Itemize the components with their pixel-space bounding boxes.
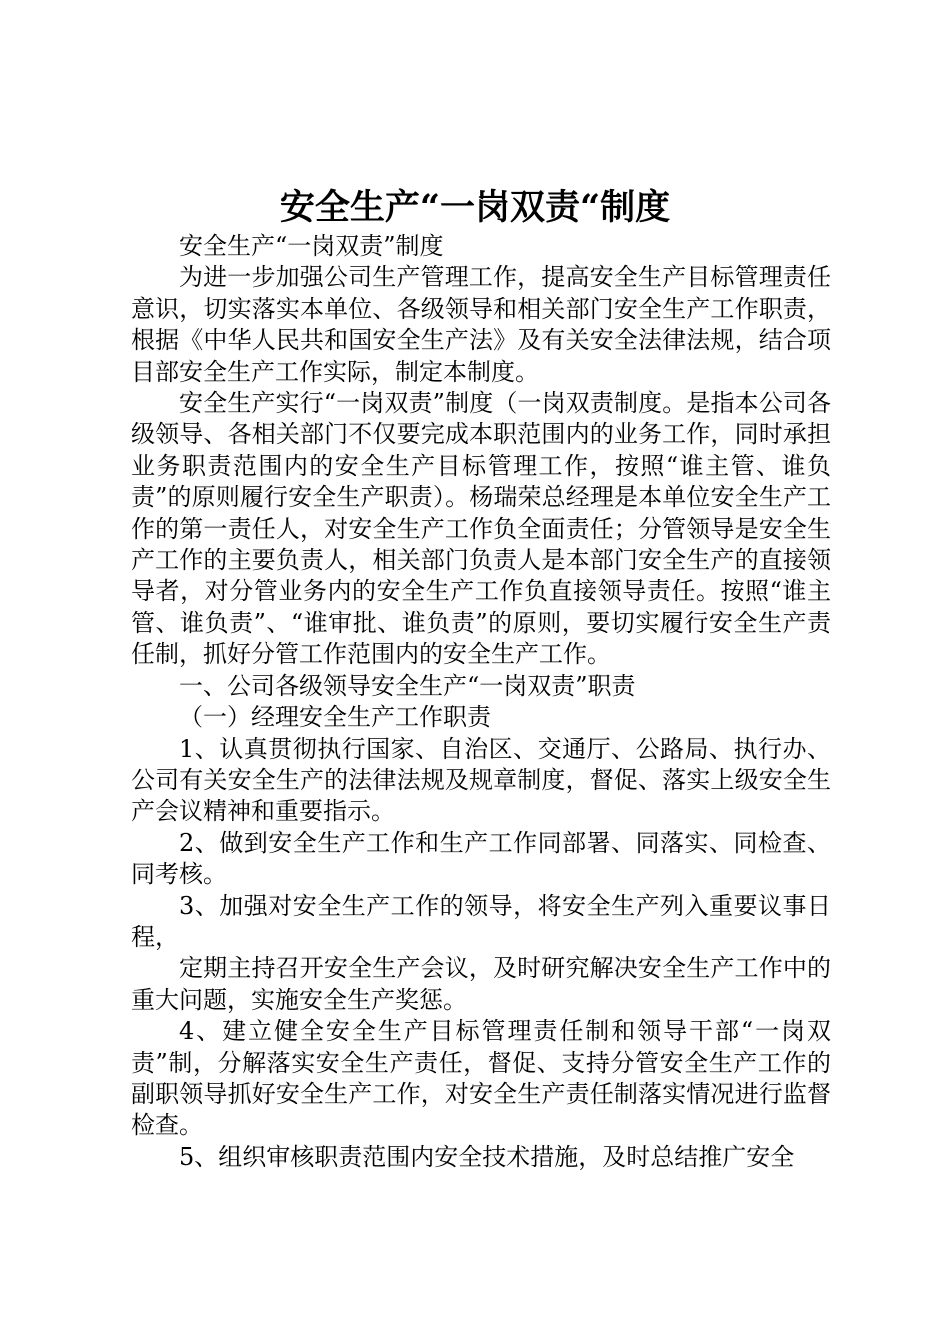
list-item-4: 4、建立健全安全生产目标管理责任制和领导干部“一岗双责”制，分解落实安全生产责任，督促、支持分管安全生产工作的副职领导抓好安全生产工作，对安全生产责任制落实情况进行监督检查。	[131, 1017, 831, 1140]
list-item-3-continued: 定期主持召开安全生产会议，及时研究解决安全生产工作中的重大问题，实施安全生产奖惩。	[131, 954, 831, 1014]
list-item-3: 3、加强对安全生产工作的领导，将安全生产列入重要议事日程，	[131, 891, 831, 951]
document-body	[131, 231, 831, 1173]
subsection-heading-1: （一）经理安全生产工作职责	[179, 703, 491, 732]
paragraph-system-definition: 安全生产实行“一岗双责”制度（一岗双责制度。是指本公司各级领导、各相关部门不仅要完成本职范围内的业务工作，同时承担业务职责范围内的安全生产目标管理工作，按照“谁主管、谁负责”的原则履行安全生产职责）。杨瑞荣总经理是本单位安全生产工作的第一责任人，对安全生产工作负全面责任；分管领导是安全生产工作的主要负责人，相关部门负责人是本部门安全生产的直接领导者，对分管业务内的安全生产工作负直接领导责任。按照“谁主管、谁负责”、“谁审批、谁负责”的原则，要切实履行安全生产责任制，抓好分管工作范围内的安全生产工作。	[131, 389, 831, 669]
list-item-5: 5、组织审核职责范围内安全技术措施，及时总结推广安全	[179, 1142, 795, 1171]
list-item-2: 2、做到安全生产工作和生产工作同部署、同落实、同检查、同考核。	[131, 828, 831, 889]
paragraph-intro: 为进一步加强公司生产管理工作，提高安全生产目标管理责任意识，切实落实本单位、各级领导和相关部门安全生产工作职责，根据《中华人民共和国安全生产法》及有关安全法律法规，结合项目部安全生产工作实际，制定本制度。	[131, 263, 831, 386]
list-item-1: 1、认真贯彻执行国家、自治区、交通厅、公路局、执行办、公司有关安全生产的法律法规及规章制度，督促、落实上级安全生产会议精神和重要指示。	[131, 734, 831, 826]
paragraph-subtitle: 安全生产“一岗双责”制度	[179, 232, 444, 260]
document-title: 安全生产“一岗双责“制度	[279, 187, 671, 228]
section-heading-1: 一、公司各级领导安全生产“一岗双责”职责	[179, 671, 636, 700]
